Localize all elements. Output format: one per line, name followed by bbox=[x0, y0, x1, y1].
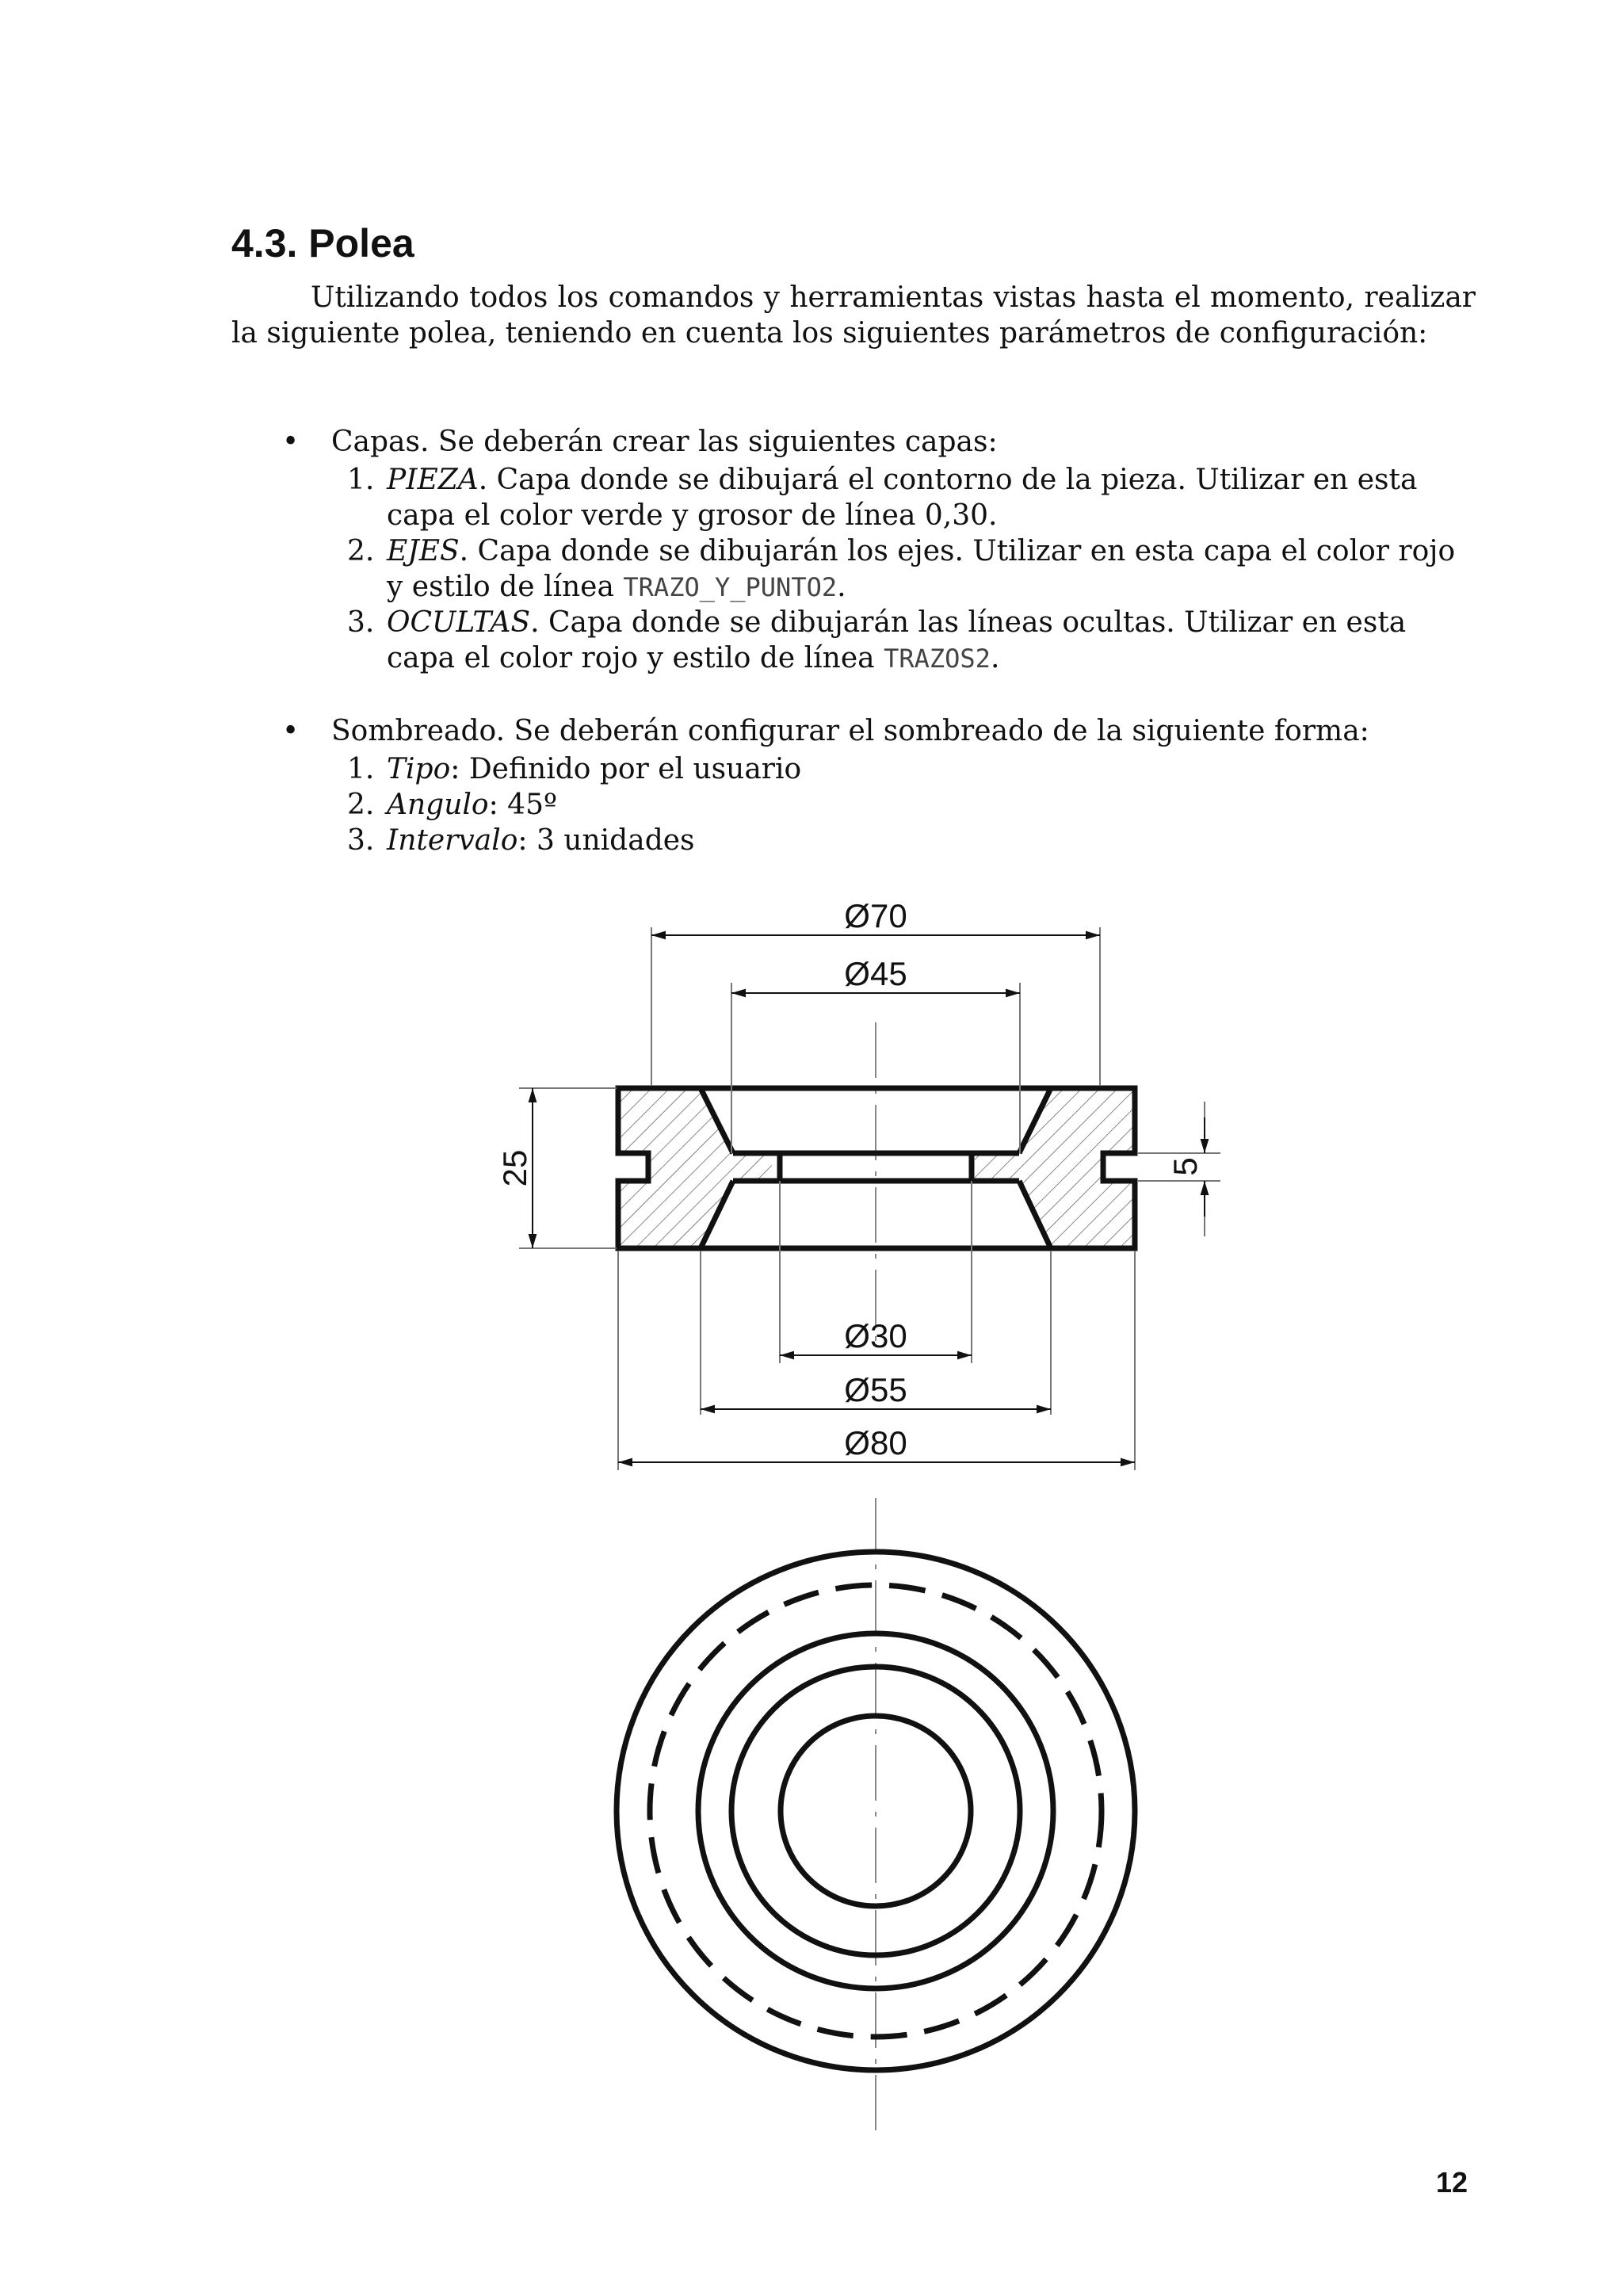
list-item: 3. OCULTAS. Capa donde se dibujarán las líneas ocultas. Utilizar en esta capa el color rojo y estilo de línea TRAZOS2. bbox=[347, 606, 1407, 674]
circle-hidden-70 bbox=[650, 1585, 1102, 2037]
list-item: 1. PIEZA. Capa donde se dibujará el contorno de la pieza. Utilizar en esta capa el color verde y grosor de línea 0,30. bbox=[347, 464, 1418, 532]
page-number: 12 bbox=[1436, 2166, 1468, 2199]
list-item: 1. Tipo: Definido por el usuario bbox=[347, 753, 802, 785]
bullet-dot: • bbox=[282, 426, 300, 458]
dim-diameter-30: Ø30 bbox=[844, 1317, 907, 1354]
list-item: 3. Intervalo: 3 unidades bbox=[347, 824, 695, 857]
capas-title: Capas. Se deberán crear las siguientes capas: bbox=[331, 426, 998, 458]
dim-diameter-45: Ø45 bbox=[844, 955, 907, 992]
list-item: 2. Angulo: 45º bbox=[347, 789, 557, 821]
dim-diameter-55: Ø55 bbox=[844, 1371, 907, 1408]
dim-diameter-80: Ø80 bbox=[844, 1424, 907, 1461]
hatched-section-right bbox=[975, 1088, 1135, 1248]
section-heading: 4.3. Polea bbox=[231, 221, 414, 266]
dim-diameter-70: Ø70 bbox=[844, 897, 907, 934]
list-item: 2. EJES. Capa donde se dibujarán los ejes. Utilizar en esta capa el color rojo y estilo de línea TRAZO_Y_PUNTO2. bbox=[347, 535, 1456, 603]
dim-height-25: 25 bbox=[496, 1149, 533, 1187]
intro-paragraph: Utilizando todos los comandos y herramientas vistas hasta el momento, realizar la siguiente polea, teniendo en cuenta los siguientes parámetros de configuración: bbox=[231, 281, 1476, 350]
hatched-section-left bbox=[618, 1088, 772, 1248]
bullet-dot: • bbox=[282, 715, 300, 747]
sombreado-title: Sombreado. Se deberán configurar el sombreado de la siguiente forma: bbox=[331, 715, 1369, 747]
dim-groove-5: 5 bbox=[1167, 1157, 1204, 1176]
